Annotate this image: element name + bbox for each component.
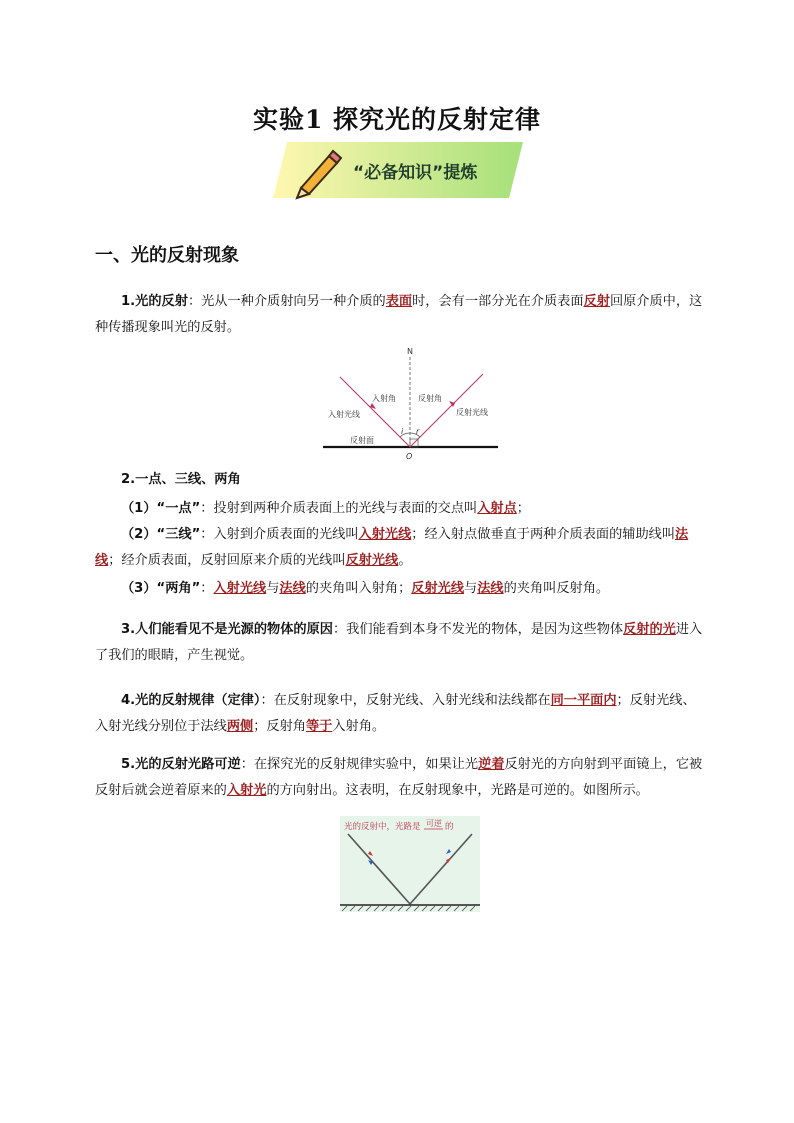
answer-highlight: 表面 [385,294,413,309]
para-text: 的夹角叫反射角。 [503,581,610,596]
paragraph-three-lines [95,522,705,574]
para-text: ： [200,581,214,596]
paragraph-two-angles [95,576,705,602]
para-text: ；反射角 [253,719,306,734]
paragraph-point-lines-angles [95,467,705,493]
para-lead: 2.一点、三线、两角 [121,472,241,487]
answer-highlight: 入射点 [477,501,517,516]
para-text: 的方向射出。这表明，在反射现象中，光路是可逆的。如图所示。 [266,783,649,798]
paragraph-law-of-reflection [95,688,705,740]
para-lead: 5.光的反射光路可逆 [121,757,241,772]
reflect-ray-label: 反射光线 [456,408,488,417]
reversible-path-diagram [340,816,480,912]
reflection-diagram [318,343,503,463]
para-text: ； [516,501,530,516]
answer-highlight: 两侧 [226,719,254,734]
arrow-icon [449,401,455,407]
para-lead: （1）“一点” [121,501,201,516]
paragraph-one-point [95,496,705,522]
page-title: 实验1 探究光的反射定律 [252,105,542,134]
para-text: ：光从一种介质射向另一种介质的 [187,294,386,309]
answer-highlight: 法线 [95,527,689,568]
para-text: 与 [266,581,280,596]
normal-label: N [407,347,413,356]
para-text: 回原介质中，这种传播现象叫光的反射。 [95,294,703,335]
para-text: ；经入射点做垂直于两种介质表面的辅助线叫 [411,527,676,542]
caption-text: 光的反射中，光路是 [344,822,421,832]
para-lead: （2）“三线” [121,527,201,542]
answer-highlight: 同一平面内 [550,693,617,708]
para-text: ：在探究光的反射规律实验中，如果让光 [240,757,479,772]
para-text: ：我们能看到本身不发光的物体，是因为这些物体 [333,622,624,637]
para-text: ：入射到介质表面的光线叫 [200,527,359,542]
caption-text: 的 [445,822,454,832]
origin-label: O [406,452,413,461]
para-text: ：在反射现象中，反射光线、入射光线和法线都在 [260,693,551,708]
answer-highlight: 反射光线 [345,553,399,568]
answer-highlight: 反射的光 [623,622,676,637]
para-lead: （3）“两角” [121,581,201,596]
para-text: 的夹角叫入射角； [305,581,412,596]
answer-highlight: 逆着 [478,757,505,772]
paragraph-reversibility [95,752,705,804]
answer-highlight: 法线 [477,581,504,596]
para-text: 。 [398,553,412,568]
answer-highlight: 入射光 [226,783,267,798]
i-label: i [401,427,404,436]
paragraph-why-we-see [95,617,705,669]
section-banner [273,138,523,202]
incident-ray-label: 入射光线 [328,410,360,419]
reflect-angle-label: 反射角 [418,394,442,403]
para-text: ：投射到两种介质表面上的光线与表面的交点叫 [200,501,478,516]
banner-label: “必备知识”提炼 [353,163,478,183]
paragraph-reflection-definition [95,289,705,341]
answer-highlight: 反射 [583,294,610,309]
para-text: 入射角。 [332,719,386,734]
answer-highlight: 入射光线 [358,527,412,542]
answer-highlight: 等于 [306,719,333,734]
para-lead: 3.人们能看见不是光源的物体的原因 [121,622,333,637]
para-text: 与 [464,581,478,596]
answer-highlight: 入射光线 [213,581,267,596]
surface-label: 反射面 [350,436,374,445]
para-lead: 4.光的反射规律（定律） [121,693,261,708]
answer-highlight: 法线 [279,581,306,596]
para-text: ；经介质表面，反射回原来介质的光线叫 [108,553,346,568]
para-text: ；反射光线、入射光线分别位于法线 [95,693,696,734]
caption-highlight: 可逆 [426,819,442,828]
incident-angle-label: 入射角 [372,394,396,403]
para-text: 反射光的方向射到平面镜上，它被反射后就会逆着原来的 [95,757,703,798]
answer-highlight: 反射光线 [411,581,465,596]
para-text: 进入了我们的眼睛，产生视觉。 [95,622,703,663]
r-label: r [416,427,420,436]
para-lead: 1.光的反射 [121,294,188,309]
para-text: 时，会有一部分光在介质表面 [412,294,584,309]
section-heading: 一、光的反射现象 [95,245,239,266]
